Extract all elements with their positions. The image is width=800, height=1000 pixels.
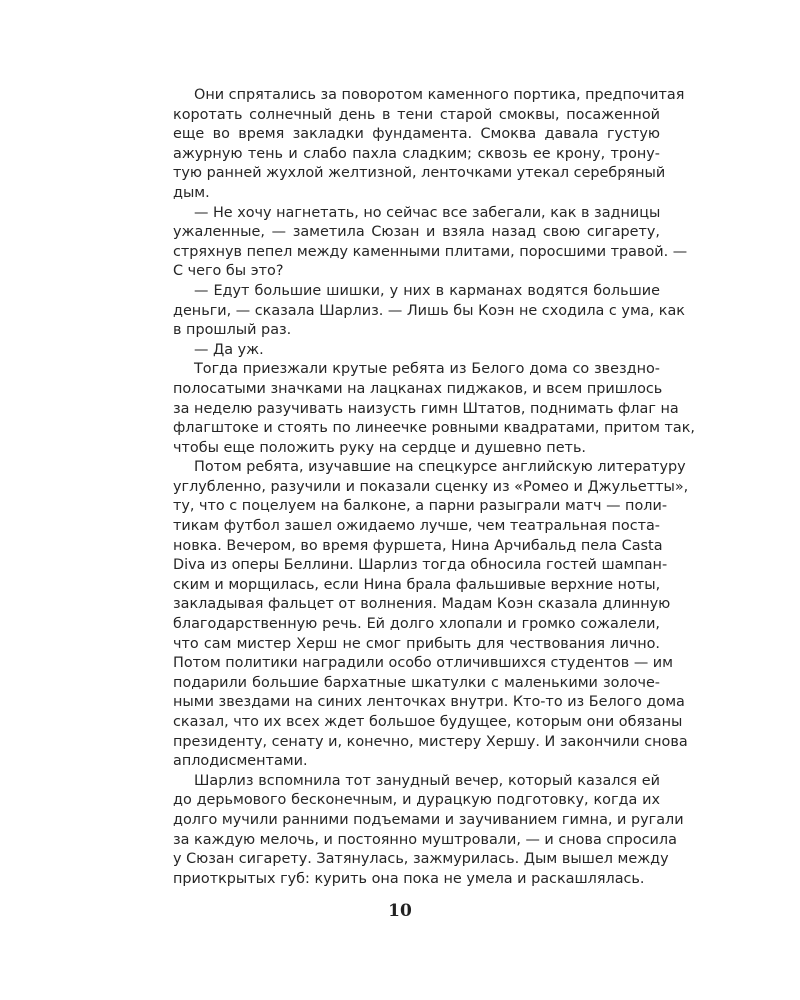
- text-line: Потом политики наградили особо отличившихся студентов — им: [173, 655, 673, 672]
- text-line: ажурную тень и слабо пахла сладким; сквозь ее крону, трону-: [173, 145, 660, 162]
- text-line: долго мучили ранними подъемами и заучиванием гимна, и ругали: [173, 811, 684, 828]
- text-line: Они спрятались за поворотом каменного портика, предпочитая: [194, 87, 685, 103]
- text-line: полосатыми значками на лацканах пиджаков, и всем пришлось: [173, 380, 663, 397]
- text-line: — Не хочу нагнетать, но сейчас все забегали, как в задницы: [194, 204, 661, 221]
- body-text: [173, 86, 695, 889]
- text-line: тую ранней жухлой желтизной, ленточками утекал серебряный: [173, 165, 666, 182]
- paragraph-3: [173, 282, 685, 341]
- text-line: за неделю разучивать наизусть гимн Штатов, поднимать флаг на: [173, 400, 679, 417]
- text-line: закладывая фальцет от волнения. Мадам Коэн сказала длинную: [173, 596, 671, 613]
- text-line: Diva из оперы Беллини. Шарлиз тогда обносила гостей шампан-: [173, 557, 668, 574]
- text-line: что сам мистер Херш не смог прибыть для чествования лично.: [173, 635, 660, 652]
- paragraph-5: [173, 360, 695, 458]
- text-line: подарили большие бархатные шкатулки с маленькими золоче-: [173, 674, 660, 691]
- text-line: Потом ребята, изучавшие на спецкурсе английскую литературу: [194, 459, 686, 476]
- text-line: в прошлый раз.: [173, 322, 292, 339]
- text-line: президенту, сенату и, конечно, мистеру Хершу. И закончили снова: [173, 733, 688, 750]
- text-line: тикам футбол зашел ожидаемо лучше, чем театральная поста-: [173, 518, 660, 535]
- paragraph-2: [173, 204, 688, 282]
- text-line: ными звездами на синих ленточках внутри. Кто-то из Белого дома: [173, 694, 685, 711]
- text-line: новка. Вечером, во время фуршета, Нина Арчибальд пела Casta: [173, 537, 663, 554]
- text-line: Шарлиз вспомнила тот занудный вечер, который казался ей: [194, 772, 660, 789]
- paragraph-7: [173, 772, 684, 890]
- paragraph-1: [173, 86, 685, 204]
- text-line: деньги, — сказала Шарлиз. — Лишь бы Коэн не сходила с ума, как: [173, 302, 685, 319]
- text-line: дым.: [173, 184, 210, 201]
- text-line: аплодисментами.: [173, 753, 308, 770]
- text-line: ским и морщилась, если Нина брала фальшивые верхние ноты,: [173, 576, 661, 593]
- text-line: флагштоке и стоять по линеечке ровными квадратами, притом так,: [173, 420, 695, 437]
- text-line: ту, что с поцелуем на балконе, а парни разыграли матч — поли-: [173, 498, 668, 515]
- page-number: 10: [388, 901, 412, 921]
- text-line: — Едут большие шишки, у них в карманах водятся большие: [194, 282, 660, 299]
- text-line: Тогда приезжали крутые ребята из Белого дома со звездно-: [194, 361, 660, 378]
- text-line: С чего бы это?: [173, 263, 284, 280]
- paragraph-6: [173, 458, 689, 772]
- text-line: ужаленные, — заметила Сюзан и взяла назад свою сигарету,: [173, 224, 660, 241]
- text-line: углубленно, разучили и показали сценку из «Ромео и Джульетты»,: [173, 478, 689, 495]
- text-line: еще во время закладки фундамента. Смоква давала густую: [173, 126, 660, 143]
- text-line: за каждую мелочь, и постоянно муштровали, — и снова спросила: [173, 831, 677, 848]
- text-line: сказал, что их всех ждет большое будущее, которым они обязаны: [173, 714, 683, 730]
- text-line: стряхнув пепел между каменными плитами, поросшими травой. —: [173, 243, 688, 260]
- text-line: приоткрытых губ: курить она пока не умела и раскашлялась.: [173, 870, 645, 887]
- text-line: чтобы еще положить руку на сердце и душевно петь.: [173, 439, 586, 456]
- text-line: коротать солнечный день в тени старой смоквы, посаженной: [173, 106, 660, 123]
- text-line: — Да уж.: [194, 341, 264, 358]
- text-line: у Сюзан сигарету. Затянулась, зажмурилась. Дым вышел между: [173, 851, 669, 868]
- text-line: до дерьмового бесконечным, и дурацкую подготовку, когда их: [173, 792, 660, 809]
- paragraph-4: [173, 341, 660, 361]
- text-line: благодарственную речь. Ей долго хлопали и громко сожалели,: [173, 616, 660, 633]
